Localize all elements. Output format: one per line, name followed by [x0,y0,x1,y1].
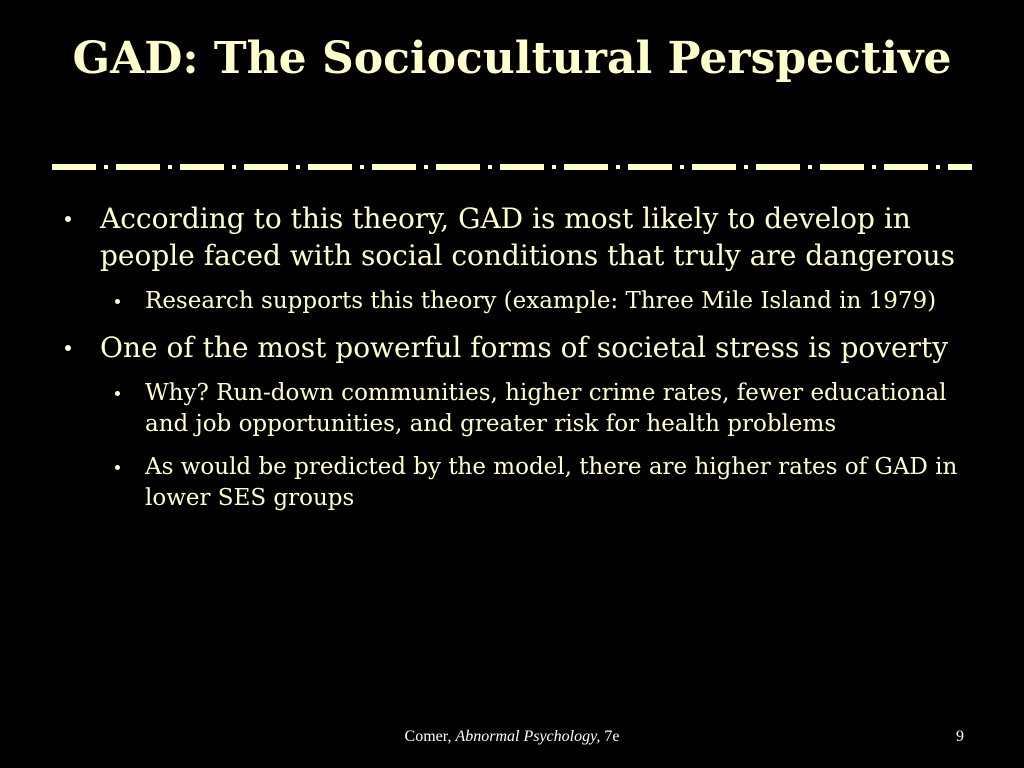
bullet-dot-icon [115,391,120,396]
bullet-dot-icon [115,299,120,304]
bullet-text: One of the most powerful forms of societal stress is poverty [100,331,949,364]
bullet-item [60,329,970,366]
footer-citation [300,728,724,746]
footer-book-title: Abnormal Psychology, [455,728,601,745]
sub-bullet-item [60,452,970,514]
sub-bullet-item [60,286,970,317]
sub-bullet-text: Research supports this theory (example: Three Mile Island in 1979) [145,288,937,314]
bullet-dot-icon [65,216,71,222]
sub-bullet-text: Why? Run-down communities, higher crime rates, fewer educational and job opportunities, and greater risk for health problems [145,380,947,437]
sub-bullet-text: As would be predicted by the model, there are higher rates of GAD in lower SES groups [145,454,958,511]
page-number: 9 [956,728,964,745]
footer-edition: 7e [600,728,620,745]
sub-bullet-item [60,378,970,440]
footer-author: Comer, [404,728,456,745]
bullet-item [60,200,970,274]
slide-title: GAD: The Sociocultural Perspective [72,33,952,84]
bullet-text: According to this theory, GAD is most likely to develop in people faced with social conditions that truly are dangerous [100,202,955,272]
bullet-list [60,200,970,526]
bullet-dot-icon [115,465,120,470]
bullet-dot-icon [65,345,71,351]
title-divider [52,160,972,174]
